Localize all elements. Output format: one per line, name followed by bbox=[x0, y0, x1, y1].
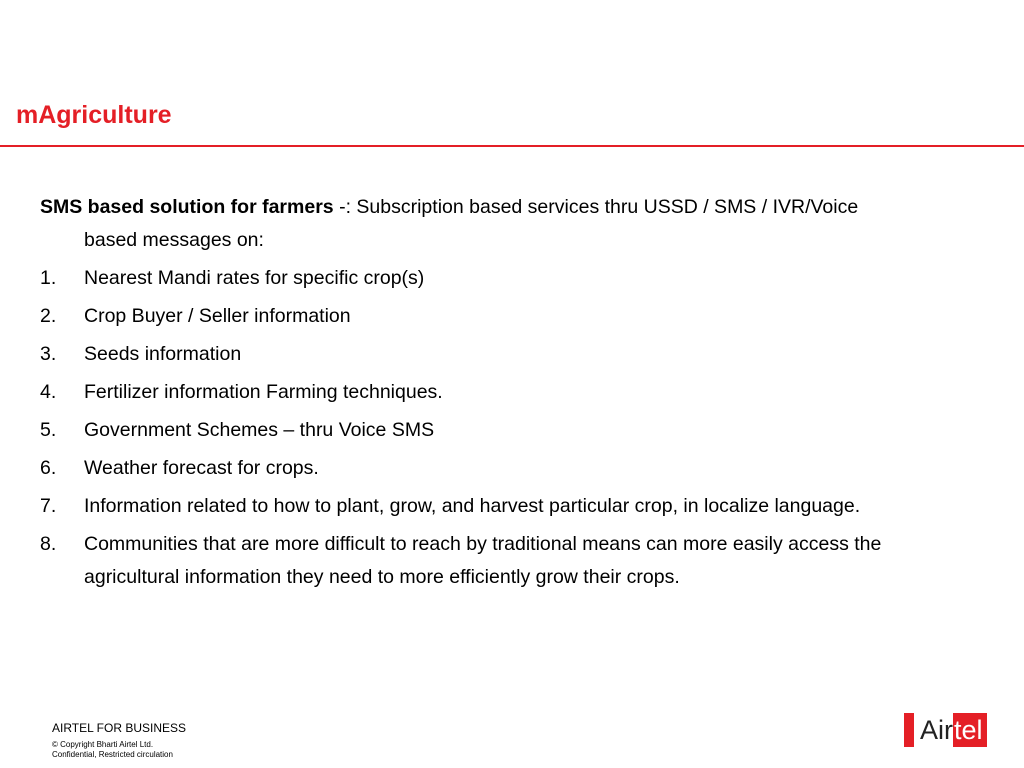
intro-paragraph bbox=[40, 191, 910, 257]
list-item-number: 3. bbox=[40, 343, 57, 365]
list-item bbox=[40, 376, 910, 409]
logo-text-tel: tel bbox=[953, 713, 987, 747]
intro-description: -: Subscription based services thru USSD / SMS / IVR/Voice based messages on: bbox=[84, 196, 859, 251]
list-item bbox=[40, 528, 910, 594]
list-item bbox=[40, 262, 910, 295]
slide-content bbox=[40, 191, 910, 599]
logo-text-air: Air bbox=[920, 715, 953, 745]
list-item bbox=[40, 452, 910, 485]
feature-list bbox=[40, 262, 910, 594]
logo-bar-icon bbox=[904, 713, 914, 747]
list-item-number: 6. bbox=[40, 457, 57, 479]
list-item bbox=[40, 338, 910, 371]
list-item-text: Fertilizer information Farming techniques. bbox=[84, 381, 443, 403]
footer-copyright: © Copyright Bharti Airtel Ltd. bbox=[52, 740, 154, 749]
list-item-number: 7. bbox=[40, 495, 57, 517]
list-item-text: Seeds information bbox=[84, 343, 242, 365]
list-item bbox=[40, 300, 910, 333]
list-item-number: 2. bbox=[40, 305, 57, 327]
footer-brand: AIRTEL FOR BUSINESS bbox=[52, 721, 187, 735]
list-item-number: 8. bbox=[40, 533, 57, 555]
slide-title: mAgriculture bbox=[16, 101, 172, 129]
list-item-text: Government Schemes – thru Voice SMS bbox=[84, 419, 435, 441]
list-item-text: Crop Buyer / Seller information bbox=[84, 305, 351, 327]
list-item-text: Nearest Mandi rates for specific crop(s) bbox=[84, 267, 425, 289]
list-item-text: Information related to how to plant, grow, and harvest particular crop, in localize language. bbox=[84, 495, 861, 517]
list-item-number: 4. bbox=[40, 381, 57, 403]
list-item bbox=[40, 414, 910, 447]
list-item-number: 5. bbox=[40, 419, 57, 441]
title-divider bbox=[0, 145, 1024, 147]
footer-confidential: Confidential, Restricted circulation bbox=[52, 750, 173, 759]
intro-heading: SMS based solution for farmers bbox=[40, 196, 334, 218]
list-item-text: Weather forecast for crops. bbox=[84, 457, 319, 479]
list-item bbox=[40, 490, 910, 523]
list-item-number: 1. bbox=[40, 267, 57, 289]
airtel-logo bbox=[904, 711, 987, 749]
list-item-text: Communities that are more difficult to reach by traditional means can more easily access the agricultural information they need to more efficiently grow their crops. bbox=[84, 533, 882, 588]
